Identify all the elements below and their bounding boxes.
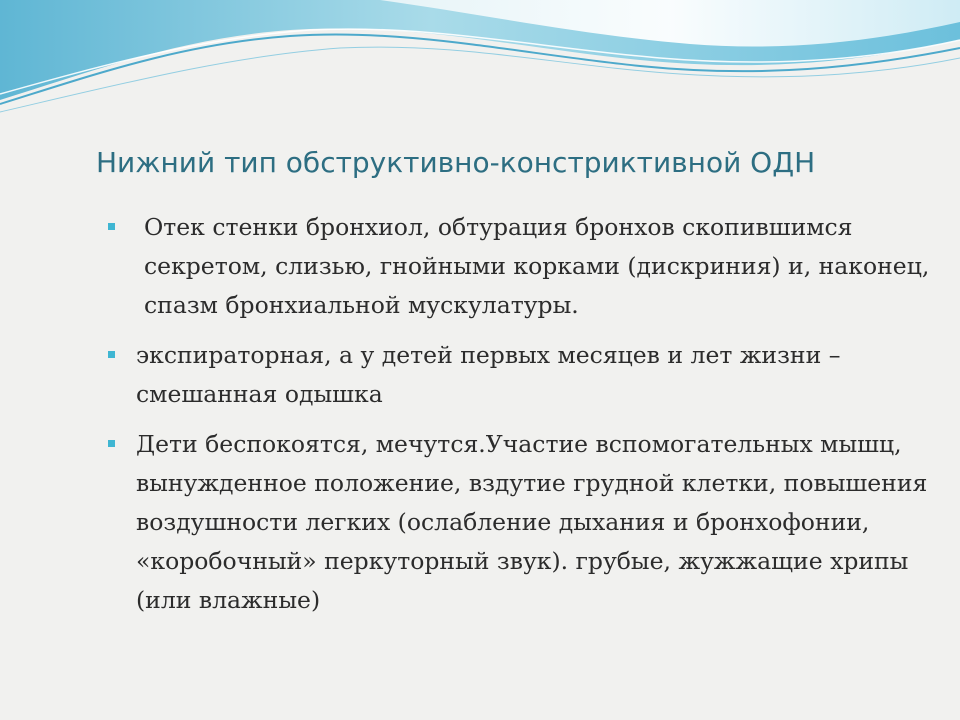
bullet-text: экспираторная, а у детей первых месяцев и лет жизни – смешанная одышка (136, 341, 841, 408)
bullet-item (108, 425, 938, 620)
bullet-text: Дети беспокоятся, мечутся.Участие вспомогательных мышц, вынужденное положение, вздутие грудной клетки, повышения воздушности легких (ослабление дыхания и бронхофонии, «коробочный» перкуторный звук). грубые, жужжащие хрипы (или влажные) (136, 430, 928, 614)
square-bullet-icon (108, 223, 115, 230)
decorative-wave-header (0, 0, 960, 160)
bullet-text: Отек стенки бронхиол, обтурация бронхов скопившимся секретом, слизью, гнойными корками (дискриния) и, наконец, спазм бронхиальной мускулатуры. (144, 213, 930, 319)
bullet-list (108, 208, 938, 631)
square-bullet-icon (108, 351, 115, 358)
slide-title: Нижний тип обструктивно-констриктивной ОДН (96, 146, 816, 179)
bullet-item (108, 208, 938, 325)
bullet-item (108, 336, 938, 414)
square-bullet-icon (108, 440, 115, 447)
